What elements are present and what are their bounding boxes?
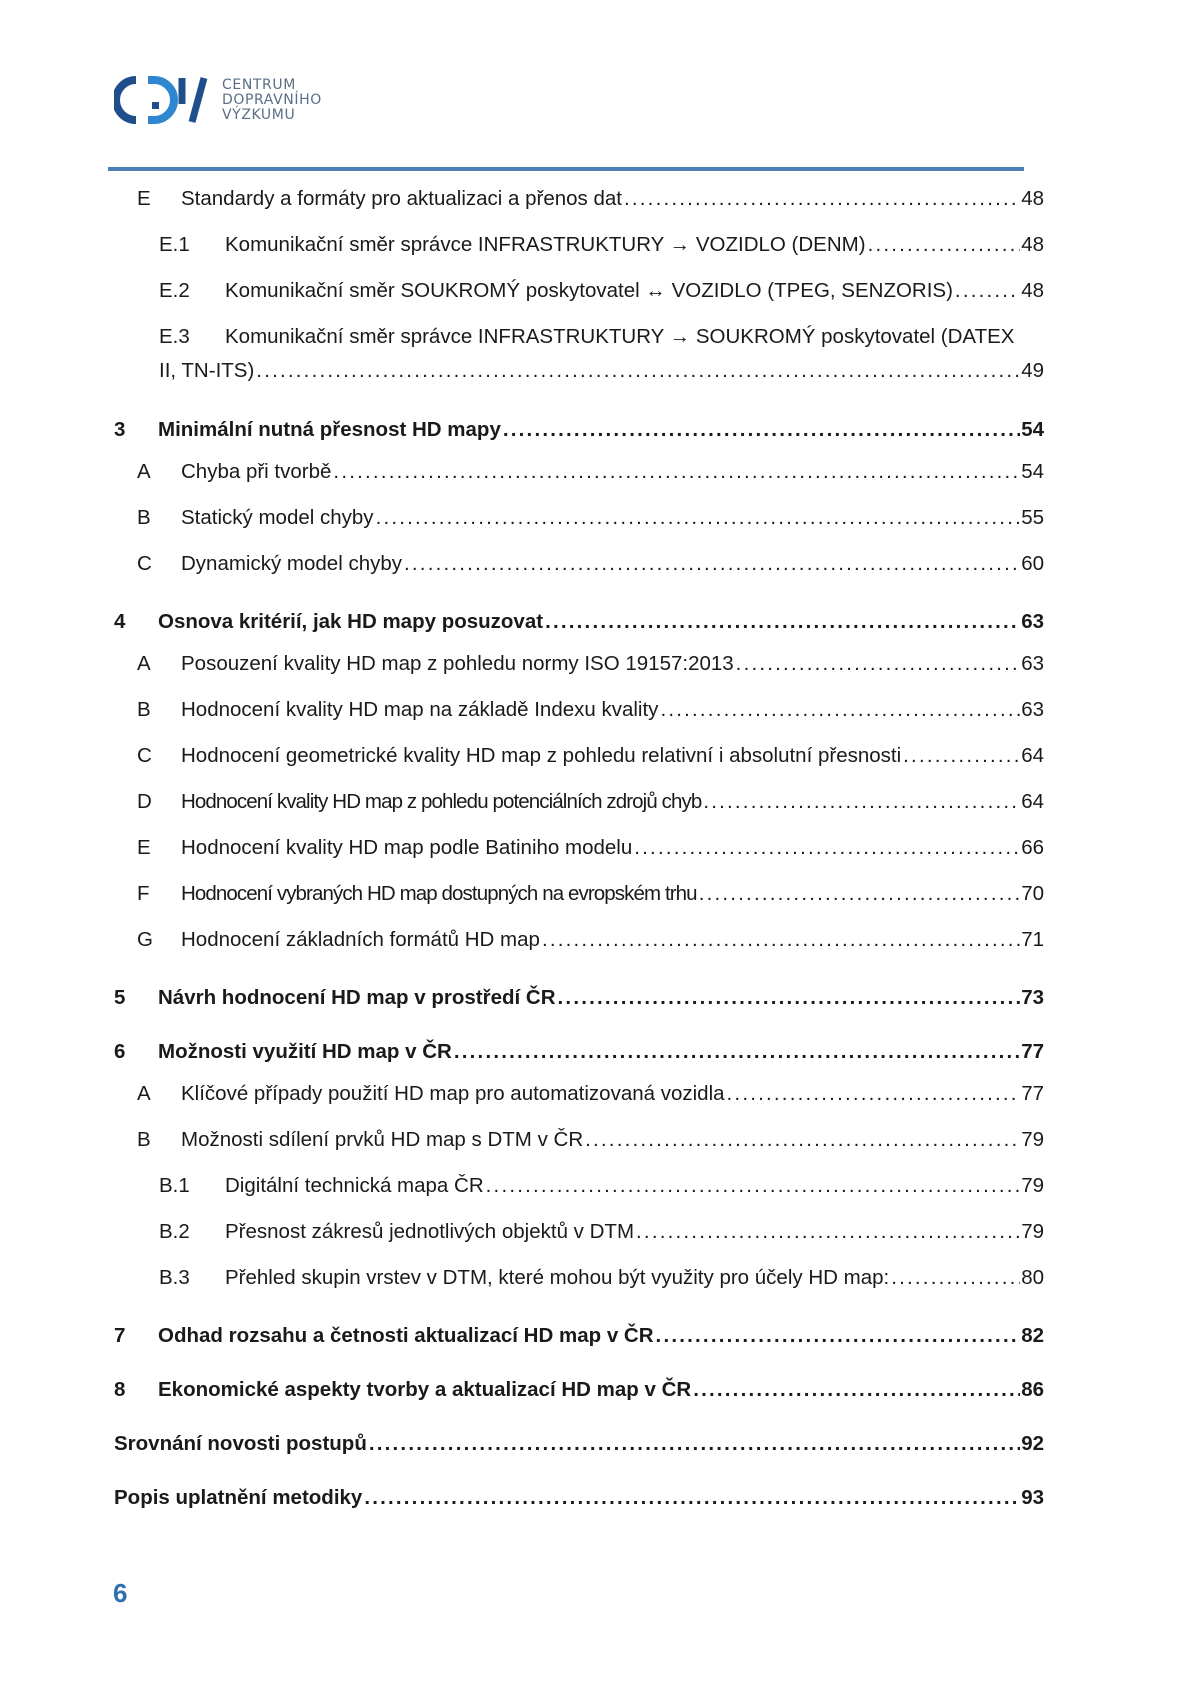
toc-entry-number: D <box>137 790 152 813</box>
toc-entry[interactable] <box>137 744 1044 768</box>
toc-entry-page: 63 <box>1021 698 1044 721</box>
toc-entry-title: Komunikační směr SOUKROMÝ poskytovatel ↔ VOZIDLO (TPEG, SENZORIS) <box>225 279 953 302</box>
toc-entry-page: 82 <box>1021 1324 1044 1347</box>
toc-entry[interactable] <box>159 1266 1044 1290</box>
toc-entry-title: Statický model chyby <box>181 506 374 529</box>
header-divider <box>108 167 1024 171</box>
toc-entry-page: 71 <box>1021 928 1044 951</box>
toc-entry-page: 49 <box>1021 359 1044 382</box>
toc-entry-page: 64 <box>1021 790 1044 813</box>
toc-entry-number: 5 <box>114 986 126 1009</box>
toc-leader <box>727 1082 1021 1106</box>
toc-entry-title: Hodnocení kvality HD map podle Batiniho modelu <box>181 836 633 859</box>
toc-entry[interactable] <box>137 1082 1044 1106</box>
toc-entry-page: 92 <box>1021 1432 1044 1455</box>
toc-entry-number: 3 <box>114 418 126 441</box>
toc-entry-number: 8 <box>114 1378 126 1401</box>
toc-leader <box>585 1128 1020 1152</box>
toc-entry-number: E.2 <box>159 279 190 302</box>
toc-leader <box>634 836 1020 860</box>
toc-entry-number: B <box>137 506 151 529</box>
toc-entry-title-continuation: II, TN-ITS) <box>159 359 255 382</box>
toc-leader <box>736 652 1021 676</box>
toc-entry-page: 79 <box>1021 1174 1044 1197</box>
toc-entry-page: 54 <box>1021 460 1044 483</box>
toc-entry-number: B <box>137 1128 151 1151</box>
toc-entry-title: Hodnocení geometrické kvality HD map z pohledu relativní i absolutní přesnosti <box>181 744 902 767</box>
toc-entry-title: Komunikační směr správce INFRASTRUKTURY → VOZIDLO (DENM) <box>225 233 866 256</box>
toc-entry-title: Komunikační směr správce INFRASTRUKTURY → SOUKROMÝ poskytovatel (DATEX <box>225 325 1015 348</box>
toc-entry-title: Minimální nutná přesnost HD mapy <box>158 418 501 441</box>
toc-leader <box>364 1486 1020 1510</box>
toc-leader <box>503 418 1020 442</box>
toc-leader <box>333 460 1020 484</box>
toc-entry-page: 80 <box>1021 1266 1044 1289</box>
toc-leader <box>256 359 1020 383</box>
toc-entry-page: 55 <box>1021 506 1044 529</box>
toc-entry-title: Přesnost zákresů jednotlivých objektů v DTM <box>225 1220 635 1243</box>
toc-entry[interactable] <box>137 928 1044 952</box>
toc-entry-number: E <box>137 836 151 859</box>
toc-entry-number: 4 <box>114 610 126 633</box>
toc-entry[interactable] <box>159 233 1044 257</box>
toc-entry-title: Srovnání novosti postupů <box>114 1432 367 1455</box>
toc-leader <box>699 882 1021 906</box>
toc-leader <box>486 1174 1021 1198</box>
toc-entry[interactable] <box>137 506 1044 530</box>
toc-entry-number: F <box>137 882 150 905</box>
toc-entry-page: 48 <box>1021 279 1044 302</box>
toc-entry-number: E <box>137 187 151 210</box>
toc-entry-page: 79 <box>1021 1128 1044 1151</box>
toc-entry-number: A <box>137 1082 151 1105</box>
toc-entry[interactable] <box>159 279 1044 303</box>
toc-entry-page: 48 <box>1021 233 1044 256</box>
toc-entry-title: Dynamický model chyby <box>181 552 403 575</box>
toc-entry[interactable] <box>114 1378 1044 1402</box>
cdv-logo <box>114 74 322 126</box>
toc-entry-number: B.3 <box>159 1266 190 1289</box>
toc-leader <box>624 187 1020 211</box>
toc-entry[interactable] <box>159 1220 1044 1244</box>
toc-entry[interactable] <box>114 1324 1044 1348</box>
toc-entry-number: C <box>137 552 152 575</box>
toc-entry-title: Chyba při tvorbě <box>181 460 332 483</box>
toc-entry-number: E.1 <box>159 233 190 256</box>
toc-entry[interactable] <box>137 1128 1044 1152</box>
toc-entry-number: C <box>137 744 152 767</box>
toc-entry-page: 79 <box>1021 1220 1044 1243</box>
toc-entry-number: G <box>137 928 153 951</box>
toc-entry-number: B.1 <box>159 1174 190 1197</box>
toc-entry[interactable] <box>114 610 1044 634</box>
toc-entry[interactable] <box>114 986 1044 1010</box>
toc-entry-continuation[interactable] <box>159 359 1044 383</box>
toc-entry[interactable] <box>114 1486 1044 1510</box>
toc-entry-page: 77 <box>1021 1082 1044 1105</box>
logo-line-2: DOPRAVNÍHO <box>222 91 322 108</box>
toc-leader <box>376 506 1021 530</box>
toc-leader <box>656 1324 1021 1348</box>
toc-entry-page: 63 <box>1021 610 1044 633</box>
toc-entry-number: B.2 <box>159 1220 190 1243</box>
toc-leader <box>660 698 1020 722</box>
toc-leader <box>903 744 1020 768</box>
toc-entry-page: 93 <box>1021 1486 1044 1509</box>
toc-leader <box>542 928 1020 952</box>
toc-entry-title: Digitální technická mapa ČR <box>225 1174 484 1197</box>
toc-leader <box>955 279 1020 303</box>
toc-entry-title: Hodnocení kvality HD map z pohledu potenciálních zdrojů chyb <box>181 790 702 813</box>
toc-entry-number: A <box>137 652 151 675</box>
toc-entry-page: 66 <box>1021 836 1044 859</box>
toc-entry-page: 64 <box>1021 744 1044 767</box>
toc-entry-title: Ekonomické aspekty tvorby a aktualizací HD map v ČR <box>158 1378 692 1401</box>
cdv-logo-mark-icon <box>114 74 214 126</box>
toc-entry-number: A <box>137 460 151 483</box>
logo-text <box>222 78 322 123</box>
toc-leader <box>454 1040 1020 1064</box>
toc-entry[interactable] <box>137 460 1044 484</box>
toc-entry-title: Hodnocení základních formátů HD map <box>181 928 540 951</box>
toc-entry-title: Přehled skupin vrstev v DTM, které mohou být využity pro účely HD map: <box>225 1266 890 1289</box>
toc-leader <box>636 1220 1020 1244</box>
toc-entry-title: Popis uplatnění metodiky <box>114 1486 363 1509</box>
toc-entry-number: 7 <box>114 1324 126 1347</box>
toc-entry[interactable] <box>137 187 1044 211</box>
toc-entry[interactable] <box>137 790 1044 814</box>
page-number: 6 <box>113 1578 128 1608</box>
logo-line-1: CENTRUM <box>222 76 296 93</box>
toc-entry-page: 63 <box>1021 652 1044 675</box>
toc-leader <box>868 233 1021 257</box>
toc-entry-title: Standardy a formáty pro aktualizaci a přenos dat <box>181 187 622 210</box>
toc-entry-title: Možnosti sdílení prvků HD map s DTM v ČR <box>181 1128 584 1151</box>
toc-leader <box>558 986 1021 1010</box>
toc-entry[interactable] <box>137 698 1044 722</box>
toc-entry-title: Návrh hodnocení HD map v prostředí ČR <box>158 986 556 1009</box>
toc-entry-page: 48 <box>1021 187 1044 210</box>
toc-entry-page: 54 <box>1021 418 1044 441</box>
toc-entry-number: B <box>137 698 151 721</box>
toc-entry-number: 6 <box>114 1040 126 1063</box>
toc-leader <box>703 790 1020 814</box>
toc-leader <box>404 552 1020 576</box>
toc-leader <box>693 1378 1020 1402</box>
toc-entry[interactable] <box>114 1040 1044 1064</box>
toc-entry-title: Posouzení kvality HD map z pohledu normy ISO 19157:2013 <box>181 652 734 675</box>
toc-entry-title: Hodnocení vybraných HD map dostupných na evropském trhu <box>181 882 697 905</box>
toc-leader <box>369 1432 1020 1456</box>
toc-entry-page: 77 <box>1021 1040 1044 1063</box>
toc-entry-page: 86 <box>1021 1378 1044 1401</box>
toc-leader <box>891 1266 1020 1290</box>
toc-entry-number: E.3 <box>159 325 190 348</box>
toc-entry-page: 70 <box>1021 882 1044 905</box>
toc-entry-title: Odhad rozsahu a četnosti aktualizací HD map v ČR <box>158 1324 654 1347</box>
toc-entry[interactable] <box>137 882 1044 906</box>
toc-entry-title: Možnosti využití HD map v ČR <box>158 1040 452 1063</box>
toc-entry-page: 73 <box>1021 986 1044 1009</box>
logo-line-3: VÝZKUMU <box>222 106 296 123</box>
toc-entry[interactable] <box>137 836 1044 860</box>
toc-entry[interactable] <box>114 418 1044 442</box>
toc-entry[interactable] <box>114 1432 1044 1456</box>
toc-entry-title: Klíčové případy použití HD map pro automatizovaná vozidla <box>181 1082 725 1105</box>
toc-entry-page: 60 <box>1021 552 1044 575</box>
toc-entry[interactable] <box>137 552 1044 576</box>
toc-entry-title: Osnova kritérií, jak HD mapy posuzovat <box>158 610 544 633</box>
toc-entry[interactable] <box>159 1174 1044 1198</box>
toc-entry-title: Hodnocení kvality HD map na základě Indexu kvality <box>181 698 659 721</box>
toc-leader <box>545 610 1020 634</box>
toc-entry[interactable] <box>159 325 1044 349</box>
toc-entry[interactable] <box>137 652 1044 676</box>
